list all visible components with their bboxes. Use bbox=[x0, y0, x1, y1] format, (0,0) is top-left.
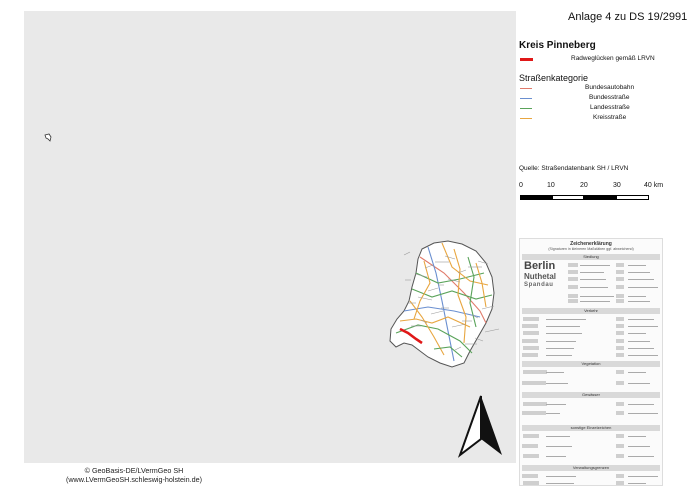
legend-symbol bbox=[523, 370, 547, 374]
legend-sheet-title: Zeichenerklärung bbox=[570, 241, 612, 247]
scale-tick-label: 10 bbox=[547, 182, 555, 189]
legend-symbol bbox=[616, 444, 624, 448]
legend-text-line bbox=[628, 341, 650, 342]
legend-symbol bbox=[616, 285, 624, 289]
legend-symbol bbox=[616, 370, 624, 374]
legend-text-line bbox=[628, 476, 658, 477]
district-map bbox=[24, 11, 516, 463]
copyright-line-1: © GeoBasis-DE/LVermGeo SH bbox=[84, 466, 184, 475]
legend-symbol bbox=[522, 324, 538, 328]
legend-text-line bbox=[546, 436, 570, 437]
source-note: Quelle: Straßendatenbank SH / LRVN bbox=[519, 165, 629, 172]
road-legend-row bbox=[519, 94, 679, 103]
legend-text-line bbox=[546, 348, 574, 349]
legend-text-line bbox=[546, 456, 566, 457]
legend-symbol bbox=[616, 481, 624, 485]
legend-symbol bbox=[616, 277, 624, 281]
legend-symbol bbox=[522, 381, 546, 385]
legend-symbol bbox=[523, 481, 539, 485]
legend-symbol bbox=[616, 381, 624, 385]
legend-text-line bbox=[628, 296, 646, 297]
legend-symbol bbox=[616, 353, 624, 357]
copyright-notice bbox=[44, 466, 224, 484]
legend-text-line bbox=[580, 287, 608, 288]
legend-text-line bbox=[628, 355, 658, 356]
legend-text-line bbox=[628, 383, 650, 384]
legend-symbol bbox=[616, 270, 624, 274]
legend-panel bbox=[516, 0, 700, 495]
minor-road-line bbox=[485, 329, 499, 332]
legend-text-line bbox=[628, 372, 646, 373]
legend-symbol bbox=[616, 454, 624, 458]
legend-text-line bbox=[628, 287, 658, 288]
road-legend-row bbox=[519, 84, 679, 93]
legend-text-line bbox=[580, 296, 614, 297]
legend-text-line bbox=[628, 301, 650, 302]
legend-text-line bbox=[546, 333, 582, 334]
legend-text-line bbox=[628, 436, 646, 437]
legend-symbol bbox=[616, 294, 624, 298]
legend-symbol bbox=[523, 317, 539, 321]
north-arrow-icon bbox=[452, 393, 510, 463]
scale-bar bbox=[516, 182, 700, 212]
legend-section-header: Vegetation bbox=[522, 361, 660, 367]
legend-sheet-subtitle: (Signaturen in kleineren Maßstäben ggf. abweichend) bbox=[548, 247, 634, 251]
road-legend-label: Bundesautobahn bbox=[585, 84, 635, 91]
legend-symbol bbox=[522, 474, 538, 478]
legend-symbol bbox=[616, 324, 624, 328]
legend-symbol bbox=[522, 411, 546, 415]
legend-text-line bbox=[546, 404, 566, 405]
legend-text-line bbox=[580, 301, 610, 302]
legend-symbol bbox=[568, 277, 578, 281]
legend-sheet-image bbox=[519, 238, 663, 486]
legend-text-line bbox=[628, 279, 654, 280]
road-swatch bbox=[520, 88, 532, 89]
legend-text-line bbox=[580, 279, 606, 280]
page-title: Anlage 4 zu DS 19/2991 bbox=[568, 11, 688, 23]
route-legend-row bbox=[519, 54, 699, 66]
legend-symbol bbox=[523, 454, 539, 458]
legend-sample-town: Nuthetal bbox=[524, 272, 556, 281]
legend-text-line bbox=[628, 413, 658, 414]
legend-text-line bbox=[546, 355, 572, 356]
legend-symbol bbox=[522, 353, 538, 357]
legend-symbol bbox=[616, 263, 624, 267]
legend-text-line bbox=[546, 383, 568, 384]
legend-text-line bbox=[546, 319, 586, 320]
legend-text-line bbox=[546, 372, 564, 373]
scale-tick-label: 0 bbox=[519, 182, 523, 189]
legend-symbol bbox=[568, 285, 578, 289]
road-legend-label: Bundesstraße bbox=[589, 94, 630, 101]
legend-section-header: sonstige Einzelzeichen bbox=[522, 425, 660, 431]
legend-text-line bbox=[546, 326, 580, 327]
road-legend-row bbox=[519, 104, 679, 113]
legend-symbol bbox=[523, 434, 539, 438]
scale-segment bbox=[616, 195, 649, 200]
minor-road-line bbox=[404, 252, 410, 255]
legend-symbol bbox=[568, 294, 578, 298]
road-swatch bbox=[520, 108, 532, 109]
scale-tick-label: 20 bbox=[580, 182, 588, 189]
copyright-line-2: (www.LVermGeoSH.schleswig-holstein.de) bbox=[65, 475, 203, 484]
scale-tick-label: 30 bbox=[613, 182, 621, 189]
legend-text-line bbox=[628, 265, 646, 266]
legend-text-line bbox=[580, 265, 610, 266]
legend-text-line bbox=[580, 272, 604, 273]
legend-text-line bbox=[628, 456, 654, 457]
legend-sample-city: Berlin bbox=[524, 260, 556, 272]
district-title: Kreis Pinneberg bbox=[519, 40, 596, 51]
legend-symbol bbox=[523, 331, 539, 335]
legend-section-header: Siedlung bbox=[522, 254, 660, 260]
legend-symbol bbox=[616, 339, 624, 343]
road-swatch bbox=[520, 118, 532, 119]
legend-text-line bbox=[628, 483, 646, 484]
map-area[interactable] bbox=[24, 11, 516, 463]
legend-symbol bbox=[568, 299, 578, 303]
legend-sample-district: Spandau bbox=[524, 282, 554, 288]
legend-text-line bbox=[546, 341, 576, 342]
legend-symbol bbox=[522, 444, 538, 448]
legend-section-header: Verkehr bbox=[522, 308, 660, 314]
legend-symbol bbox=[616, 346, 624, 350]
route-swatch bbox=[520, 58, 533, 61]
legend-text-line bbox=[628, 446, 650, 447]
legend-symbol bbox=[568, 270, 578, 274]
legend-section-header: Verwaltungsgrenzen bbox=[522, 465, 660, 471]
road-category-title: Straßenkategorie bbox=[519, 73, 589, 83]
island-shape bbox=[45, 134, 51, 141]
legend-symbol bbox=[616, 434, 624, 438]
scale-segment bbox=[520, 195, 552, 200]
legend-text-line bbox=[546, 476, 576, 477]
legend-text-line bbox=[546, 446, 572, 447]
legend-section-header: Gewässer bbox=[522, 392, 660, 398]
legend-text-line bbox=[628, 404, 654, 405]
legend-symbol bbox=[616, 317, 624, 321]
road-legend-row bbox=[519, 114, 679, 123]
scale-segment bbox=[552, 195, 584, 200]
legend-symbol bbox=[523, 402, 547, 406]
legend-symbol bbox=[616, 331, 624, 335]
legend-text-line bbox=[628, 319, 654, 320]
legend-text-line bbox=[546, 483, 574, 484]
scale-segment bbox=[584, 195, 616, 200]
legend-text-line bbox=[628, 348, 654, 349]
legend-symbol bbox=[616, 411, 624, 415]
road-swatch bbox=[520, 98, 532, 99]
legend-text-line bbox=[628, 272, 650, 273]
route-legend-label: Radweglücken gemäß LRVN bbox=[571, 55, 655, 62]
legend-symbol bbox=[522, 339, 538, 343]
scale-tick-label: 40 km bbox=[644, 182, 664, 189]
legend-text-line bbox=[628, 333, 646, 334]
legend-symbol bbox=[616, 402, 624, 406]
road-legend-label: Kreisstraße bbox=[593, 114, 627, 121]
legend-symbol bbox=[523, 346, 539, 350]
legend-symbol bbox=[568, 263, 578, 267]
legend-symbol bbox=[616, 299, 624, 303]
legend-text-line bbox=[546, 413, 560, 414]
road-legend-label: Landesstraße bbox=[590, 104, 630, 111]
legend-symbol bbox=[616, 474, 624, 478]
legend-text-line bbox=[628, 326, 658, 327]
